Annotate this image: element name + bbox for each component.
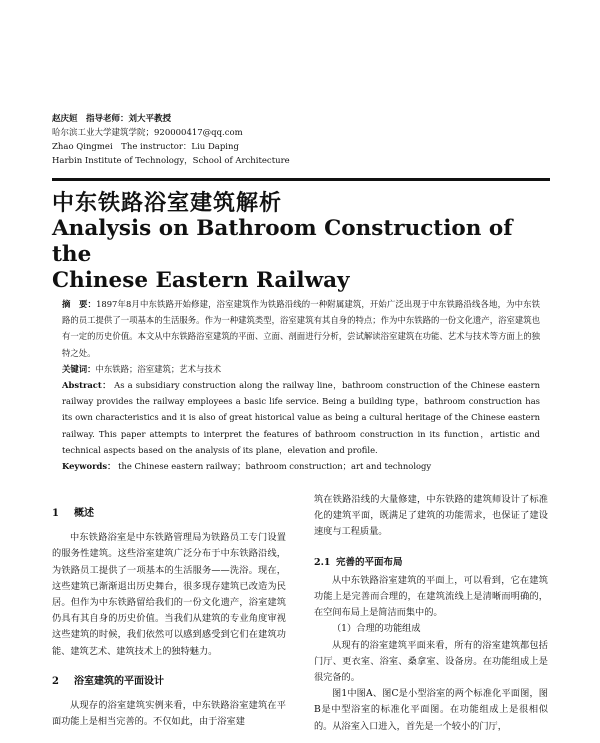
- subsection-number: 2.1: [314, 556, 331, 568]
- keywords-en-label: Keywords：: [62, 461, 116, 472]
- section-heading-2: [52, 674, 286, 690]
- title-english-line-1: Analysis on Bathroom Construction of the: [52, 216, 513, 267]
- abstract-en-text: As a subsidiary construction along the railway line，bathroom construction of the Chinese eastern railway provides the railway employees a basic life service. Being a building type，bathroom construction has its own characteristics and it is also of great historical value as being a cultural heritage of the Chinese eastern railway. This paper attempts to interpret the features of bathroom construction in its function，artistic and technical aspects based on the analysis of its plane，elevation and profile.: [62, 380, 540, 455]
- author-info: [52, 112, 290, 168]
- subsection-paragraph: 图1中图A、图C是小型浴室的两个标准化平面图，图B是中型浴室的标准化平面图。在功能组成上是很相似的。从浴室入口进入，首先是一个较小的门厅，: [314, 688, 548, 732]
- left-column: [52, 492, 286, 730]
- abstract-english: [62, 377, 540, 458]
- abstract-en-label: Abstract：: [62, 380, 112, 391]
- continued-paragraph: 筑在铁路沿线的大量修建，中东铁路的建筑师设计了标准化的建筑平面，既满足了建筑的功能需求，也保证了建设速度与工程质量。: [314, 494, 548, 538]
- abstract-cn-text: 1897年8月中东铁路开始修建，浴室建筑作为铁路沿线的一种附属建筑，开始广泛出现于中东铁路沿线各地，为中东铁路的员工提供了一项基本的生活服务。作为一种建筑类型，浴室建筑有其自身的特点；作为中东铁路的一份文化遗产，浴室建筑也有一定的历史价值。本文从中东铁路浴室建筑的平面、立面、剖面进行分析，尝试解读浴室建筑在功能、艺术与技术等方面上的独特之处。: [62, 299, 541, 358]
- author-affiliation-cn: 哈尔滨工业大学建筑学院；920000417@qq.com: [52, 128, 243, 138]
- section-2-paragraph: 从现存的浴室建筑实例来看，中东铁路浴室建筑在平面功能上是相当完善的。不仅如此，由于浴室建: [52, 700, 286, 728]
- right-column: [314, 492, 548, 735]
- abstract-chinese: [62, 296, 540, 361]
- author-line-cn: 赵庆姮 指导老师：刘大平教授: [52, 114, 172, 124]
- subsection-paragraph: 从中东铁路浴室建筑的平面上，可以看到，它在建筑功能上是完善而合理的，在建筑流线上是清晰而明确的，在空间布局上是简洁而集中的。: [314, 574, 548, 619]
- subsection-heading-2-1: [314, 555, 548, 571]
- author-line-en: Zhao Qingmei The instructor：Liu Daping: [52, 142, 239, 152]
- subsection-paragraph: 从现有的浴室建筑平面来看，所有的浴室建筑都包括门厅、更衣室、浴室、桑拿室、设备房。在功能组成上是很完备的。: [314, 639, 548, 684]
- section-title: 浴室建筑的平面设计: [74, 675, 164, 687]
- title-chinese: 中东铁路浴室建筑解析: [52, 190, 283, 216]
- section-number: 2: [52, 675, 59, 687]
- abstract-block: [62, 296, 540, 474]
- subsection-title: 完善的平面布局: [336, 556, 403, 568]
- keywords-english: [62, 458, 540, 474]
- title-english-line-2: Chinese Eastern Railway: [52, 268, 350, 293]
- abstract-cn-label: 摘 要：: [62, 299, 97, 309]
- keywords-chinese: [62, 361, 540, 377]
- section-heading-1: [52, 506, 286, 522]
- keywords-en-text: the Chinese eastern railway；bathroom construction；art and technology: [118, 461, 432, 472]
- title-english: [52, 216, 552, 294]
- section-number: 1: [52, 508, 59, 519]
- sub-subheading: （1）合理的功能组成: [332, 623, 421, 635]
- header-rule: [52, 178, 550, 181]
- section-1-paragraph: 中东铁路浴室是中东铁路管理局为铁路员工专门设置的服务性建筑。这些浴室建筑广泛分布于中东铁路沿线，为铁路员工提供了一项基本的生活服务——洗浴。现在，这些建筑已渐渐退出历史舞台，很多现存建筑已改造为民居。但作为中东铁路留给我们的一份文化遗产，浴室建筑仍具有其自身的历史价值。当我们从建筑的专业角度审视这些建筑的时候，我们依然可以感到感受到它们在建筑功能、建筑艺术、建筑技术上的独特魅力。: [52, 532, 286, 657]
- keywords-cn-text: 中东铁路；浴室建筑；艺术与技术: [95, 363, 222, 374]
- section-title: 概述: [74, 508, 94, 519]
- author-affiliation-en: Harbin Institute of Technology，School of Architecture: [52, 156, 290, 166]
- keywords-cn-label: 关键词：: [62, 363, 96, 374]
